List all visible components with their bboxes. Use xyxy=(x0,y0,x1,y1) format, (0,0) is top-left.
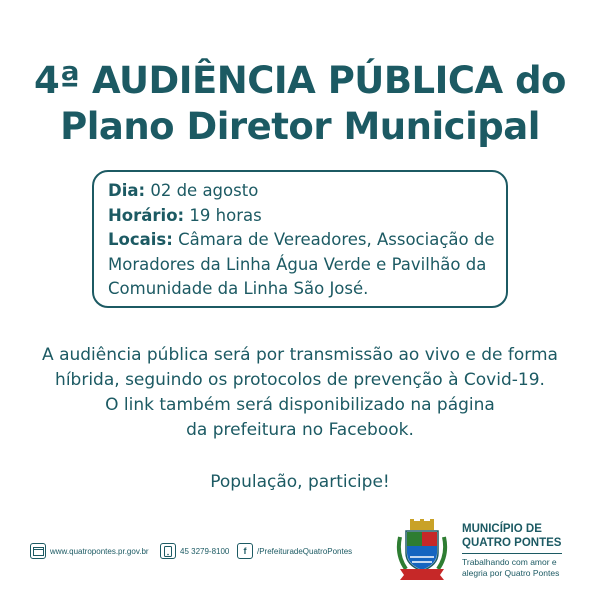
slogan xyxy=(462,557,559,578)
locations-value-2: Moradores da Linha Água Verde e Pavilhão da xyxy=(108,254,487,274)
municipal-crest-icon xyxy=(396,519,448,581)
footer-facebook[interactable] xyxy=(237,542,352,560)
time-row xyxy=(108,204,494,229)
municipality-name xyxy=(462,522,561,550)
time-value: 19 horas xyxy=(184,205,262,225)
title-line-1: 4ª AUDIÊNCIA PÚBLICA do xyxy=(34,59,566,102)
date-row xyxy=(108,179,494,204)
locations-label: Locais: xyxy=(108,230,173,249)
description xyxy=(0,343,600,443)
locations-value-1: Câmara de Vereadores, Associação de xyxy=(172,230,495,249)
slogan-line-1: Trabalhando com amor e xyxy=(462,557,557,567)
description-line-3: O link também será disponibilizado na página xyxy=(105,395,495,415)
municipality-divider xyxy=(462,553,562,554)
phone-icon xyxy=(160,543,176,559)
phone-text[interactable]: 45 3279-8100 xyxy=(180,546,230,556)
date-label: Dia: xyxy=(108,181,146,200)
description-line-4: da prefeitura no Facebook. xyxy=(186,420,414,440)
locations-row xyxy=(108,228,494,253)
date-value: 02 de agosto xyxy=(145,181,259,200)
web-icon xyxy=(30,543,46,559)
time-label: Horário: xyxy=(108,205,185,225)
facebook-icon: f xyxy=(237,543,253,559)
municipality-line-2: QUATRO PONTES xyxy=(462,537,562,549)
call-to-action: População, participe! xyxy=(210,472,390,492)
event-info-box xyxy=(92,170,508,308)
description-line-1: A audiência pública será por transmissão ao vivo e de forma xyxy=(42,345,558,365)
footer-website[interactable] xyxy=(30,542,149,560)
footer-phone[interactable] xyxy=(160,542,229,560)
title-line-2: Plano Diretor Municipal xyxy=(60,105,540,148)
page-title xyxy=(0,58,600,150)
municipality-line-1: MUNICÍPIO DE xyxy=(462,523,542,535)
locations-value-3: Comunidade da Linha São José. xyxy=(108,279,369,298)
facebook-text[interactable]: /PrefeituradeQuatroPontes xyxy=(257,546,353,556)
slogan-line-2: alegria por Quatro Pontes xyxy=(462,567,560,578)
description-line-2: híbrida, seguindo os protocolos de prevenção à Covid-19. xyxy=(55,370,545,390)
website-text[interactable]: www.quatropontes.pr.gov.br xyxy=(50,546,149,556)
